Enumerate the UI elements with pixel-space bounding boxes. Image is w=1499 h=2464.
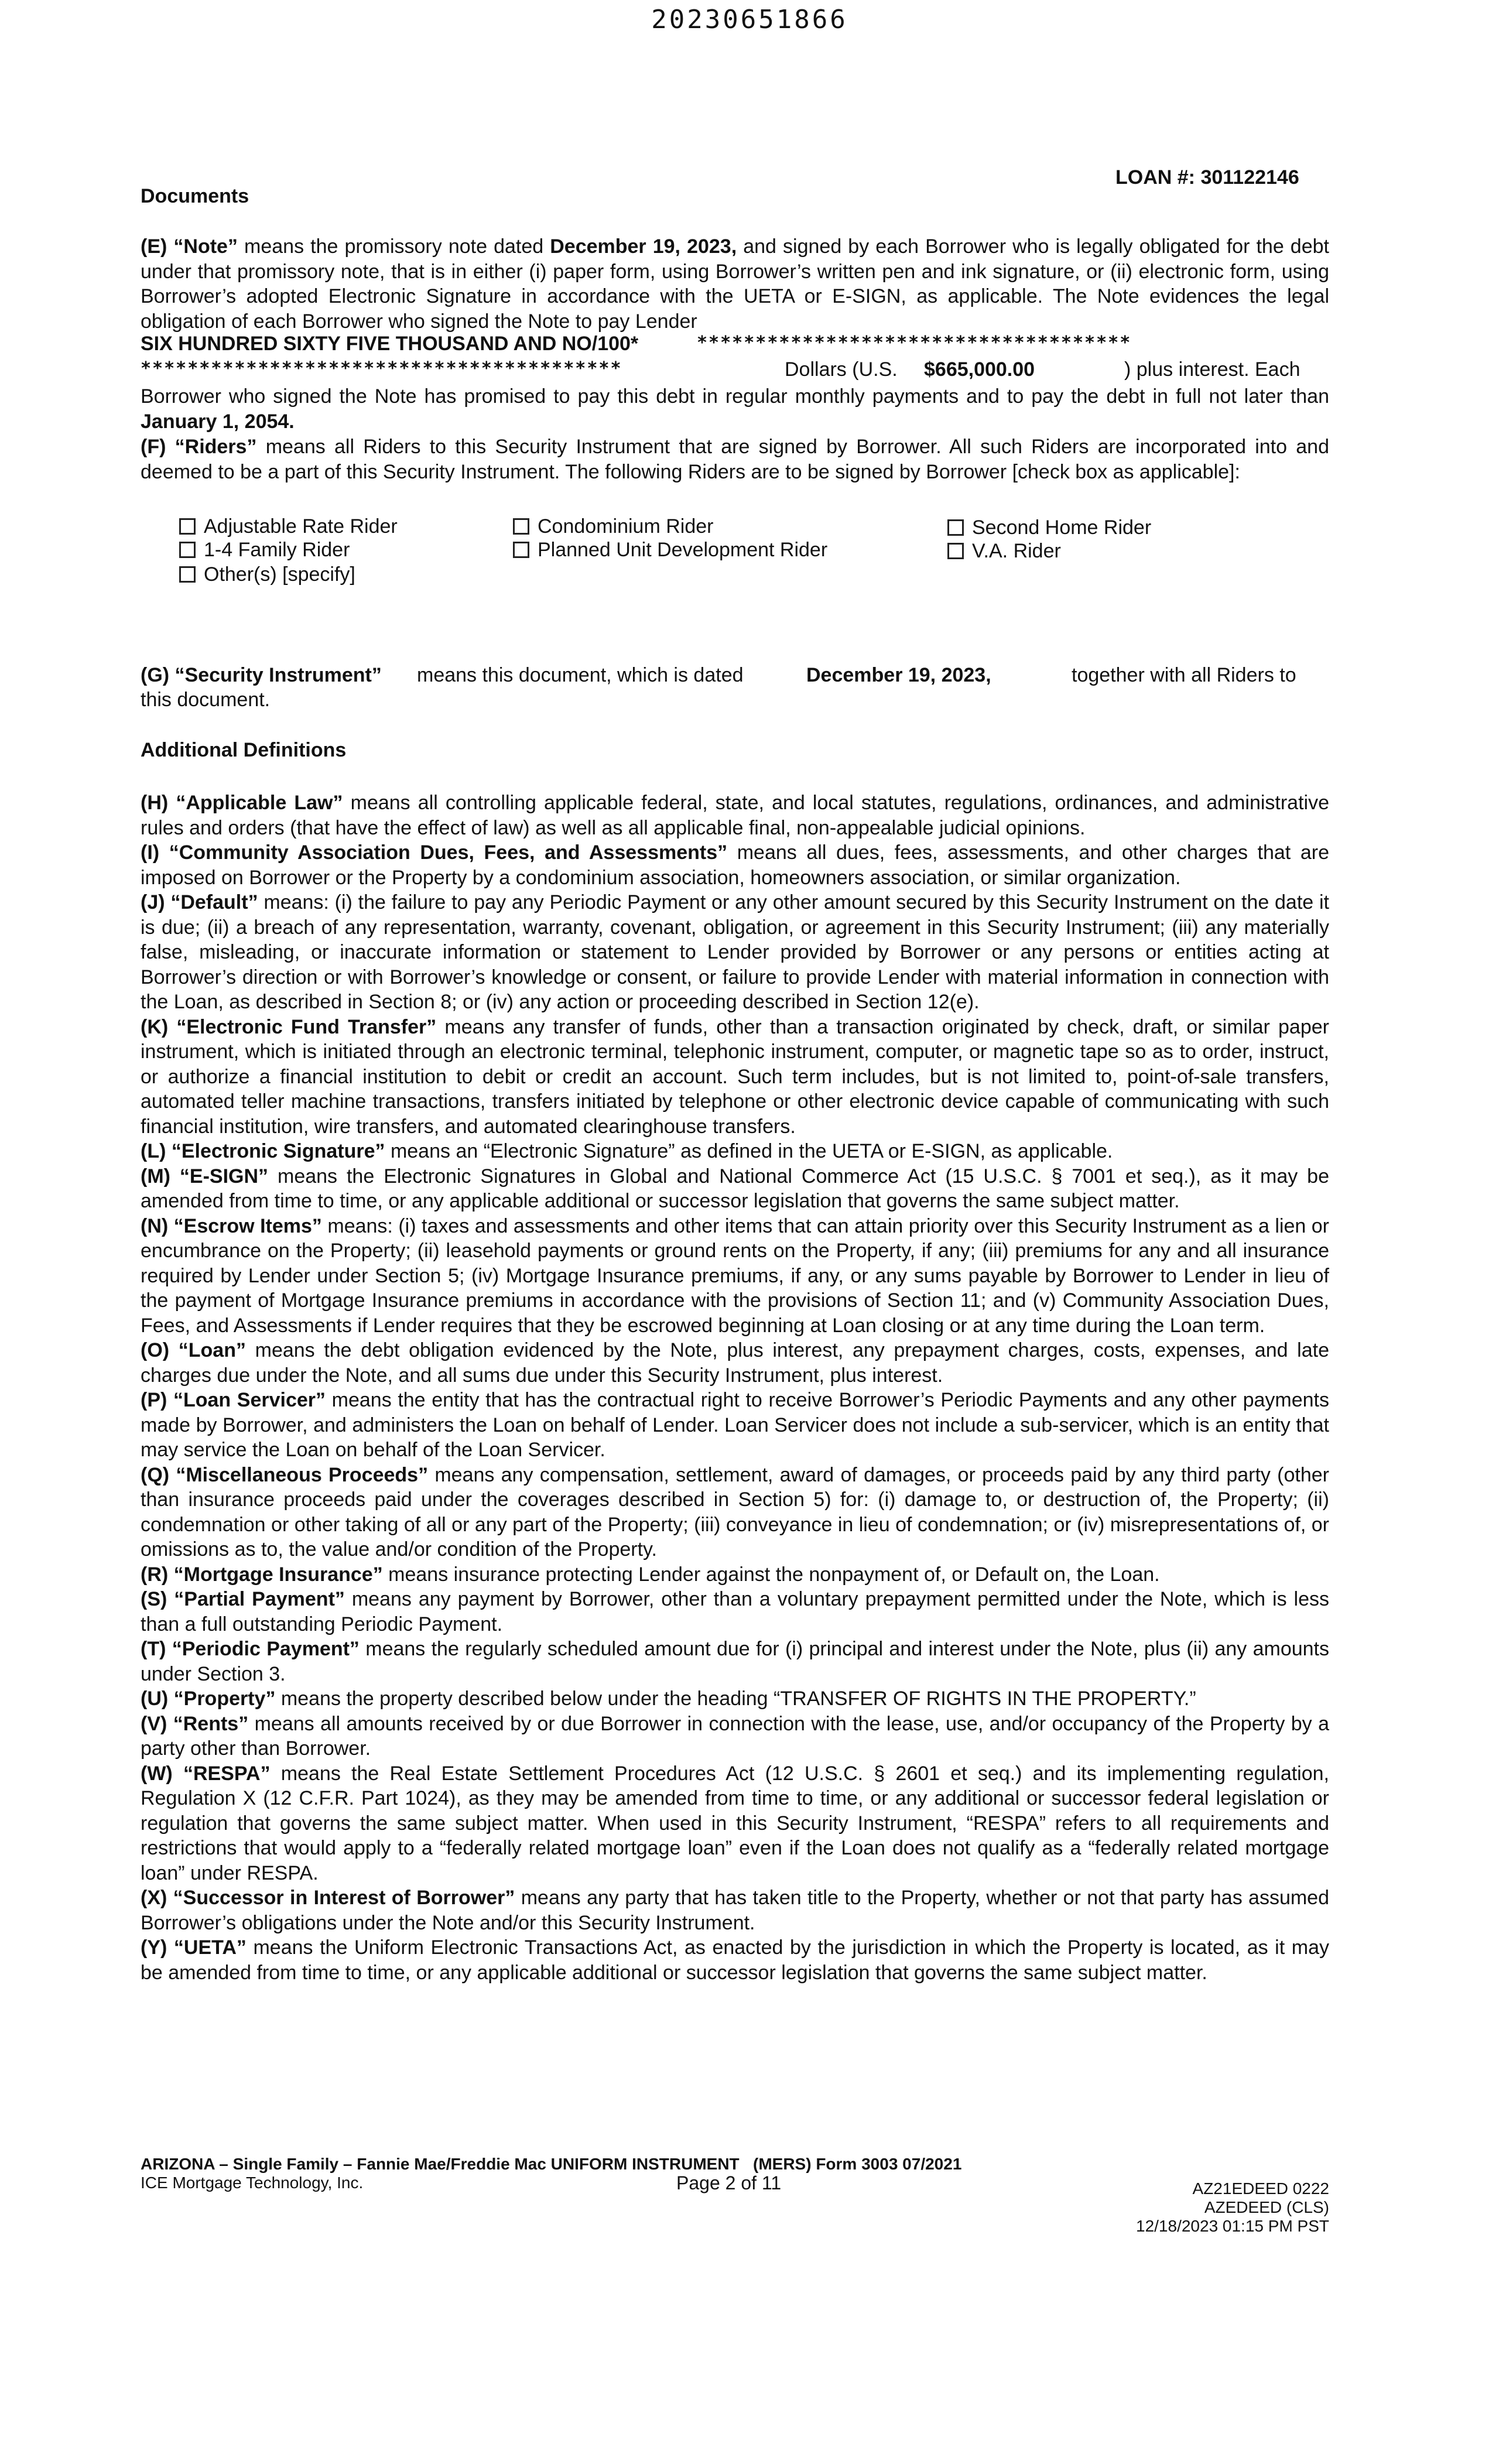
definition-community-association-dues: (I) “Community Association Dues, Fees, and Assessments” means all dues, fees, assessments, and other charges that are imposed on Borrower or the Property by a condominium association, homeowners association, or similar organization. <box>141 841 1329 889</box>
rider-option-va[interactable]: V.A. Rider <box>947 540 1061 563</box>
rider-option-adjustable-rate[interactable]: Adjustable Rate Rider <box>179 515 398 538</box>
checkbox[interactable] <box>179 542 196 558</box>
security-instrument-date: December 19, 2023, <box>806 664 991 686</box>
footer-code-2: AZEDEED (CLS) <box>1204 2198 1329 2216</box>
definition-label: (F) “Riders” <box>141 436 257 458</box>
star-fill: ***************************************** <box>141 358 622 379</box>
checkbox[interactable] <box>179 518 196 535</box>
definitions-list <box>141 790 1329 1985</box>
record-number: 20230651866 <box>651 5 848 35</box>
loan-number: LOAN #: 301122146 <box>1115 166 1299 189</box>
definition-label: (E) “Note” <box>141 235 238 258</box>
note-date: December 19, 2023, <box>550 235 737 258</box>
footer-form-title: ARIZONA – Single Family – Fannie Mae/Freddie Mac UNIFORM INSTRUMENT <box>141 2155 740 2173</box>
footer-form-number: (MERS) Form 3003 07/2021 <box>753 2155 962 2173</box>
note-amount-words-row <box>141 333 1329 358</box>
note-amount-words: SIX HUNDRED SIXTY FIVE THOUSAND AND NO/100* <box>141 333 639 355</box>
definition-periodic-payment: (T) “Periodic Payment” means the regularly scheduled amount due for (i) principal and interest under the Note, plus (ii) any amounts under Section 3. <box>141 1638 1329 1685</box>
section-heading-documents: Documents <box>141 185 249 207</box>
footer-code-1: AZ21EDEED 0222 <box>1192 2179 1329 2198</box>
definition-rents: (V) “Rents” means all amounts received by or due Borrower in connection with the lease, use, and/or occupancy of the Property by a party other than Borrower. <box>141 1712 1329 1760</box>
definition-default: (J) “Default” means: (i) the failure to pay any Periodic Payment or any other amount secured by this Security Instrument on the date it is due; (ii) a breach of any representation, warranty, covenant, obligation, or agreement in this Security Instrument; (iii) any materially false, misleading, or inaccurate information or statement to Lender provided by Borrower or any persons or entities acting at Borrower’s direction or with Borrower’s knowledge or consent, or failure to provide Lender with material information in connection with the Loan, as described in Section 8; or (iv) any action or proceeding described in Section 12(e). <box>141 891 1329 1013</box>
definition-electronic-signature: (L) “Electronic Signature” means an “Electronic Signature” as defined in the UETA or E-SIGN, as applicable. <box>141 1140 1113 1162</box>
definition-property: (U) “Property” means the property described below under the heading “TRANSFER OF RIGHTS IN THE PROPERTY.” <box>141 1688 1196 1710</box>
plus-interest: ) plus interest. Each <box>1124 358 1300 381</box>
definition-escrow-items: (N) “Escrow Items” means: (i) taxes and assessments and other items that can attain priority over this Security Instrument as a lien or encumbrance on the Property; (ii) leasehold payments or ground rents on the Property, if any; (iii) premiums for any and all insurance required by Lender under Section 5; (iv) Mortgage Insurance premiums, if any, or any sums payable by Borrower to Lender in lieu of the payment of Mortgage Insurance premiums in accordance with the provisions of Section 11; and (v) Community Association Dues, Fees, and Assessments if Lender requires that they be escrowed beginning at Loan closing or at any time during the Loan term. <box>141 1214 1330 1337</box>
definition-mortgage-insurance: (R) “Mortgage Insurance” means insurance protecting Lender against the nonpayment of, or Default on, the Loan. <box>141 1563 1160 1586</box>
definition-miscellaneous-proceeds: (Q) “Miscellaneous Proceeds” means any compensation, settlement, award of damages, or proceeds paid by any third party (other than insurance proceeds paid under the coverages described in Section 5) for: (i) damage to, or destruction of, the Property; (ii) condemnation or other taking of all or any part of the Property; (iii) conveyance in lieu of condemnation; or (iv) misrepresentations of, or omissions as to, the value and/or condition of the Property. <box>141 1463 1329 1560</box>
definition-text: and signed by each Borrower who is legally obligated for the debt under that promissory note, that is in either (i) paper form, using Borrower’s written pen and ink signature, or (ii) electronic form, using Borrower’s adopted Electronic Signature in accordance with the UETA or E-SIGN, as applicable. The Note evidences the legal obligation of each Borrower who signed the Note to pay Lender <box>141 235 1329 333</box>
maturity-date: January 1, 2054. <box>141 410 295 433</box>
rider-option-condominium[interactable]: Condominium Rider <box>513 515 713 538</box>
definition-respa: (W) “RESPA” means the Real Estate Settlement Procedures Act (12 U.S.C. § 2601 et seq.) and its implementing regulation, Regulation X (12 C.F.R. Part 1024), as they may be amended from time to time, or any additional or successor federal legislation or regulation that governs the same subject matter. When used in this Security Instrument, “RESPA” refers to all requirements and restrictions that would apply to a “federally related mortgage loan” even if the Loan does not qualify as a “federally related mortgage loan” under RESPA. <box>141 1762 1329 1884</box>
definition-e-sign: (M) “E-SIGN” means the Electronic Signatures in Global and National Commerce Act (15 U.S.C. § 7001 et seq.), as it may be amended from time to time, or any applicable additional or successor legislation that governs the same subject matter. <box>141 1165 1329 1212</box>
definition-text: means all Riders to this Security Instrument that are signed by Borrower. All such Riders are incorporated into and deemed to be a part of this Security Instrument. The following Riders are to be signed by Borrower [check box as applicable]: <box>141 436 1329 483</box>
definition-successor-in-interest: (X) “Successor in Interest of Borrower” means any party that has taken title to the Property, whether or not that party has assumed Borrower’s obligations under the Note and/or this Security Instrument. <box>141 1887 1330 1934</box>
definition-loan-servicer: (P) “Loan Servicer” means the entity that has the contractual right to receive Borrower’s Periodic Payments and any other payments made by Borrower, and administers the Loan on behalf of Lender. Loan Servicer does not include a sub-servicer, which is an entity that may service the Loan on behalf of the Loan Servicer. <box>141 1389 1329 1461</box>
dollars-label: Dollars (U.S. <box>785 358 898 381</box>
footer-form-line <box>141 2155 961 2174</box>
definition-security-instrument <box>141 664 1329 690</box>
star-fill: ************************************* <box>697 333 1132 353</box>
definition-label: (G) “Security Instrument” <box>141 664 382 686</box>
rider-option-other[interactable]: Other(s) [specify] <box>179 563 355 586</box>
definition-security-instrument-cont <box>141 689 1329 714</box>
footer-company: ICE Mortgage Technology, Inc. <box>141 2174 364 2192</box>
definition-loan: (O) “Loan” means the debt obligation evidenced by the Note, plus interest, any prepayment charges, costs, expenses, and late charges due under the Note, and all sums due under this Security Instrument, plus interest. <box>141 1339 1329 1387</box>
rider-option-pud[interactable]: Planned Unit Development Rider <box>513 539 827 562</box>
definition-ueta: (Y) “UETA” means the Uniform Electronic Transactions Act, as enacted by the jurisdiction in which the Property is located, as it may be amended from time to time, or any applicable additional or successor legislation that governs the same subject matter. <box>141 1936 1329 1984</box>
definition-riders <box>141 434 1329 484</box>
section-heading-additional-definitions: Additional Definitions <box>141 739 347 761</box>
definition-text: means the promissory note dated <box>237 235 550 258</box>
definition-applicable-law: (H) “Applicable Law” means all controlling applicable federal, state, and local statutes, regulations, ordinances, and administrative rules and orders (that have the effect of law) as well as all applicable final, non-appealable judicial opinions. <box>141 792 1330 839</box>
note-maturity <box>141 384 1329 434</box>
rider-option-1-4-family[interactable]: 1-4 Family Rider <box>179 539 350 562</box>
definition-text: together with all Riders to <box>1072 664 1296 686</box>
page-number: Page 2 of 11 <box>676 2172 782 2193</box>
checkbox[interactable] <box>947 543 964 559</box>
definition-text: means this document, which is dated <box>417 664 744 686</box>
checkbox[interactable] <box>179 566 196 583</box>
definition-partial-payment: (S) “Partial Payment” means any payment by Borrower, other than a voluntary prepayment permitted under the Note, which is less than a full outstanding Periodic Payment. <box>141 1588 1329 1635</box>
checkbox[interactable] <box>513 542 529 558</box>
definition-text: Borrower who signed the Note has promised to pay this debt in regular monthly payments and to pay the debt in full not later than <box>141 385 1329 408</box>
note-amount: $665,000.00 <box>924 358 1035 381</box>
definition-electronic-fund-transfer: (K) “Electronic Fund Transfer” means any transfer of funds, other than a transaction originated by check, draft, or similar paper instrument, which is initiated through an electronic terminal, telephonic instrument, computer, or magnetic tape so as to order, instruct, or authorize a financial institution to debit or credit an account. Such term includes, but is not limited to, point-of-sale transfers, automated teller machine transactions, transfers initiated by telephone or other electronic device capable of communicating with such financial institution, wire transfers, and automated clearinghouse transfers. <box>141 1015 1329 1138</box>
definition-note <box>141 234 1329 334</box>
checkbox[interactable] <box>947 519 964 536</box>
footer-timestamp: 12/18/2023 01:15 PM PST <box>1136 2217 1329 2235</box>
rider-option-second-home[interactable]: Second Home Rider <box>947 516 1151 539</box>
checkbox[interactable] <box>513 518 529 535</box>
definition-text: this document. <box>141 689 271 711</box>
note-amount-row <box>141 358 1329 384</box>
